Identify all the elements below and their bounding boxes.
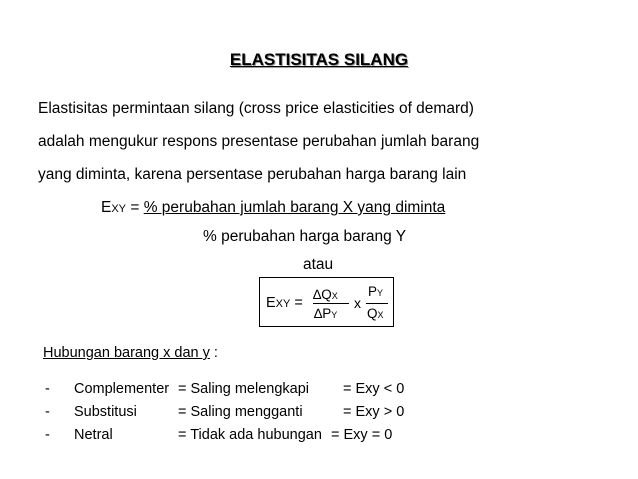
page-title: ELASTISITAS SILANG (229, 50, 409, 69)
fraction-1-denominator (314, 306, 337, 321)
fraction-2-denominator (367, 306, 384, 321)
fraction-2-bar (366, 303, 388, 304)
formula-1-lhs-subscript: XY (111, 203, 127, 215)
list-item-bullet: - (45, 381, 50, 397)
fraction-1-denominator-text: ∆P (314, 306, 332, 321)
fraction-1-bar (313, 303, 349, 304)
list-item-meaning: = Saling melengkapi (178, 381, 309, 397)
relation-heading: Hubungan barang x dan y (43, 345, 210, 361)
formula-2-lhs (266, 295, 303, 311)
fraction-2-denominator-subscript: X (377, 310, 384, 320)
formula-1-numerator: % perubahan jumlah barang X yang diminta (143, 199, 446, 216)
or-text: atau (303, 256, 334, 273)
fraction-2-numerator-subscript: Y (377, 288, 384, 298)
fraction-1-numerator (313, 287, 338, 302)
formula-1-equals: = (126, 199, 144, 216)
list-item-bullet: - (45, 404, 50, 420)
fraction-1-denominator-subscript: Y (331, 310, 338, 320)
formula-1-lhs: E (101, 199, 112, 216)
fraction-1-numerator-subscript: X (331, 291, 338, 301)
paragraph-line-3: yang diminta, karena persentase perubahan harga barang lain (38, 166, 467, 183)
fraction-2-numerator-text: P (368, 284, 378, 299)
paragraph-line-1: Elastisitas permintaan silang (cross price elasticities of demard) (38, 100, 474, 117)
list-item-name: Netral (74, 427, 113, 443)
list-item-name: Complementer (74, 381, 170, 397)
list-item-rule: = Exy < 0 (343, 381, 405, 397)
formula-1-denominator: % perubahan harga barang Y (203, 228, 407, 245)
list-item-rule: = Exy = 0 (331, 427, 393, 443)
formula-2-lhs-main: E (266, 295, 276, 311)
times-symbol: x (354, 295, 361, 311)
list-item-meaning: = Tidak ada hubungan (178, 427, 322, 443)
formula-2-box (259, 277, 394, 327)
fraction-2-denominator-text: Q (367, 306, 378, 321)
relation-heading-colon: : (209, 345, 218, 361)
formula-2-lhs-subscript: XY (275, 298, 291, 310)
list-item-name: Substitusi (74, 404, 137, 420)
relation-heading-row (43, 345, 218, 361)
paragraph-line-2: adalah mengukur respons presentase perubahan jumlah barang (38, 133, 480, 150)
formula-2-equals: = (290, 295, 303, 311)
formula-1-numerator-row (101, 199, 445, 217)
list-item-meaning: = Saling mengganti (178, 404, 303, 420)
list-item-bullet: - (45, 427, 50, 443)
list-item-rule: = Exy > 0 (343, 404, 405, 420)
fraction-2-numerator (368, 284, 383, 299)
fraction-1-numerator-text: ∆Q (313, 287, 332, 302)
